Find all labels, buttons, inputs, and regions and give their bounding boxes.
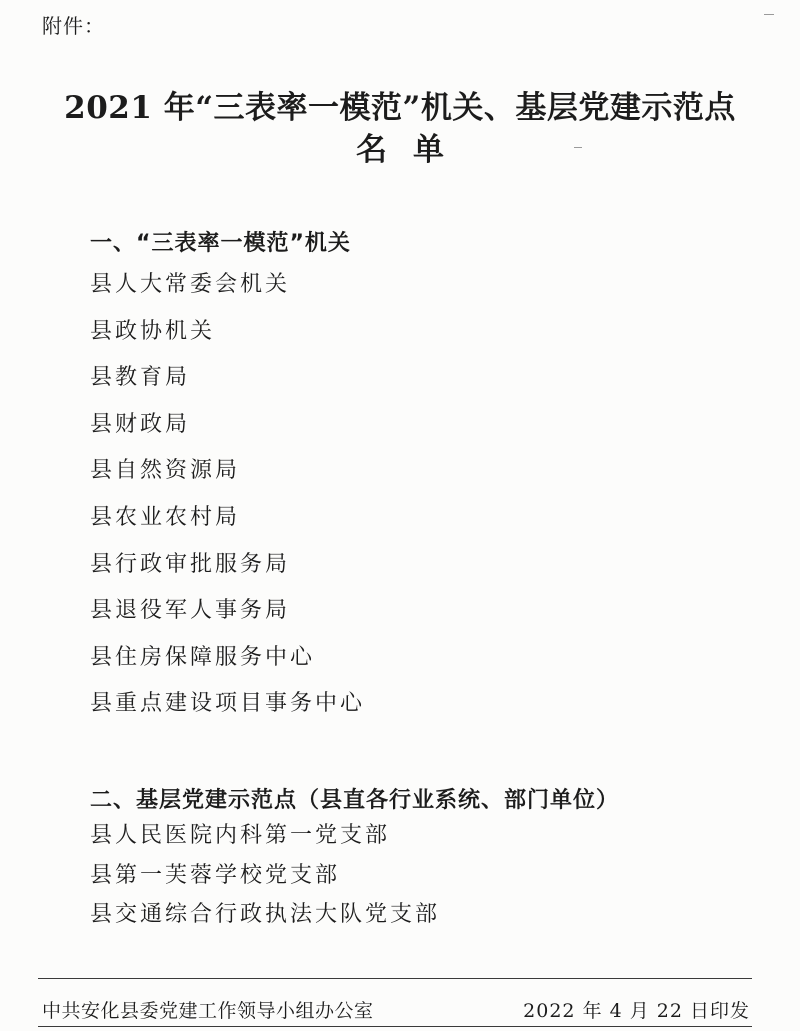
list-item: 县住房保障服务中心 — [90, 644, 316, 670]
section-heading-organs: 一、“三表率一模范”机关 — [90, 231, 351, 256]
list-item: 县财政局 — [90, 411, 191, 437]
list-item: 县第一芙蓉学校党支部 — [90, 862, 341, 888]
list-item: 县退役军人事务局 — [90, 598, 291, 624]
document-title: 2021 年“三表率一模范”机关、基层党建示范点 — [64, 90, 736, 126]
section-heading-demo-points: 二、基层党建示范点（县直各行业系统、部门单位） — [90, 788, 620, 813]
list-item: 县重点建设项目事务中心 — [90, 691, 366, 717]
attachment-label: 附件： — [42, 14, 105, 38]
issue-date: 2022 年 4 月 22 日印发 — [523, 1000, 750, 1022]
list-item: 县人大常委会机关 — [90, 272, 291, 297]
list-item: 县交通综合行政执法大队党支部 — [90, 902, 441, 927]
list-item: 县自然资源局 — [90, 458, 241, 484]
issuing-office: 中共安化县委党建工作领导小组办公室 — [42, 1000, 374, 1022]
document-title-line2: 名单 — [356, 132, 470, 168]
footer-top-rule — [38, 978, 752, 979]
list-item: 县行政审批服务局 — [90, 551, 291, 577]
list-item: 县政协机关 — [90, 318, 216, 344]
list-item: 县教育局 — [90, 365, 191, 391]
organ-list — [90, 265, 365, 731]
scan-mark — [764, 14, 774, 15]
demo-point-list — [90, 817, 440, 936]
list-item: 县人民医院内科第一党支部 — [90, 823, 391, 848]
list-item: 县农业农村局 — [90, 504, 241, 530]
footer-bottom-rule — [38, 1026, 752, 1027]
